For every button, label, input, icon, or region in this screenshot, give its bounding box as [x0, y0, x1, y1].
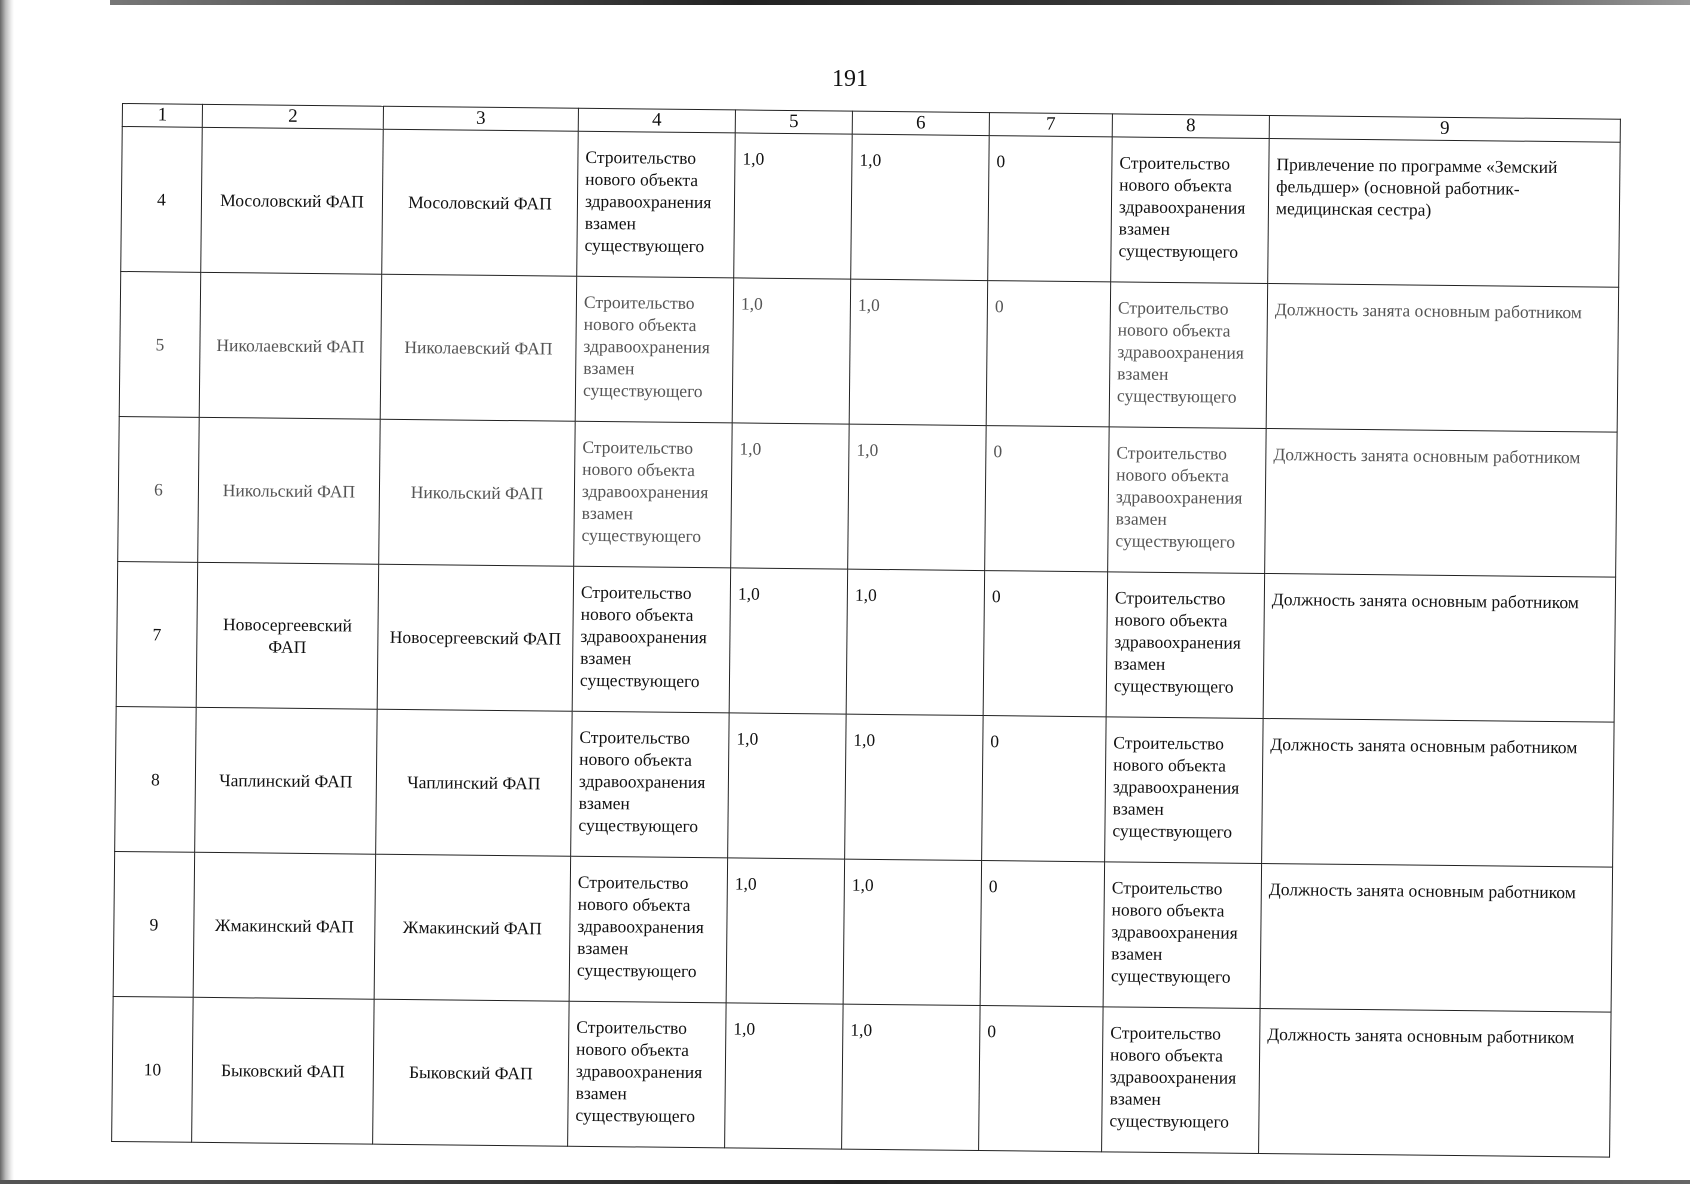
planned-action: Строительство нового объекта здравоохранения взамен существующего — [572, 566, 731, 713]
facility-building: Новосергеевский ФАП — [377, 564, 574, 711]
staffing-note: Привлечение по программе «Земский фельдшер» (основной работник- медицинская сестра) — [1268, 139, 1620, 288]
column-header: 6 — [852, 111, 989, 135]
row-number: 4 — [121, 127, 203, 273]
facility-name: Мосоловский ФАП — [201, 127, 384, 274]
row-number: 5 — [119, 271, 201, 417]
row-number: 6 — [118, 416, 200, 562]
facility-name: Николаевский ФАП — [199, 272, 382, 419]
value-col5: 1,0 — [731, 423, 850, 569]
table-row — [115, 706, 1614, 867]
planned-action-2: Строительство нового объекта здравоохранения взамен существующего — [1106, 572, 1265, 719]
facility-name: Никольский ФАП — [198, 417, 381, 564]
table-row — [121, 127, 1620, 288]
value-col5: 1,0 — [729, 568, 848, 714]
facility-name: Быковский ФАП — [192, 997, 375, 1144]
facility-name: Чаплинский ФАП — [195, 707, 378, 854]
planned-action-2: Строительство нового объекта здравоохранения взамен существующего — [1105, 717, 1264, 864]
staffing-note: Должность занята основным работником — [1260, 863, 1612, 1012]
column-header: 5 — [735, 110, 852, 134]
page-number: 191 — [832, 66, 868, 92]
staffing-note: Должность занята основным работником — [1263, 573, 1615, 722]
value-col7: 0 — [982, 716, 1107, 862]
planned-action: Строительство нового объекта здравоохранения взамен существующего — [569, 856, 728, 1003]
staffing-note: Должность занята основным работником — [1262, 718, 1614, 867]
value-col6: 1,0 — [848, 424, 987, 570]
value-col6: 1,0 — [843, 859, 982, 1005]
facility-building: Никольский ФАП — [379, 419, 576, 566]
column-header: 4 — [578, 108, 735, 133]
planned-action: Строительство нового объекта здравоохранения взамен существующего — [574, 421, 733, 568]
planned-action-2: Строительство нового объекта здравоохранения взамен существующего — [1102, 1007, 1261, 1154]
table-row — [119, 271, 1618, 432]
value-col7: 0 — [980, 861, 1105, 1007]
facility-building: Мосоловский ФАП — [382, 129, 579, 276]
planned-action: Строительство нового объекта здравоохранения взамен существующего — [571, 711, 730, 858]
facility-name: Новосергеевский ФАП — [196, 562, 379, 709]
column-header: 9 — [1269, 116, 1620, 143]
value-col7: 0 — [979, 1006, 1104, 1152]
table-container — [111, 103, 1620, 1158]
table-row — [113, 851, 1612, 1012]
value-col5: 1,0 — [726, 858, 845, 1004]
planned-action-2: Строительство нового объекта здравоохранения взамен существующего — [1103, 862, 1262, 1009]
planned-action: Строительство нового объекта здравоохранения взамен существующего — [568, 1001, 727, 1148]
row-number: 10 — [112, 996, 194, 1142]
value-col7: 0 — [985, 426, 1110, 572]
planned-action-2: Строительство нового объекта здравоохранения взамен существующего — [1109, 282, 1268, 429]
table-row — [118, 416, 1617, 577]
facility-building: Жмакинский ФАП — [374, 854, 571, 1001]
staffing-note: Должность занята основным работником — [1259, 1008, 1611, 1157]
value-col7: 0 — [986, 281, 1111, 427]
table-row — [116, 561, 1615, 722]
value-col7: 0 — [988, 136, 1113, 282]
value-col6: 1,0 — [849, 279, 988, 425]
value-col6: 1,0 — [846, 569, 985, 715]
scan-edge-top — [110, 0, 1690, 5]
value-col6: 1,0 — [845, 714, 984, 860]
value-col5: 1,0 — [725, 1003, 844, 1149]
value-col6: 1,0 — [851, 134, 990, 280]
facilities-table — [111, 103, 1621, 1158]
facility-building: Николаевский ФАП — [380, 274, 577, 421]
value-col5: 1,0 — [728, 713, 847, 859]
table-row — [112, 996, 1611, 1157]
value-col5: 1,0 — [732, 278, 851, 424]
column-header: 2 — [202, 104, 383, 129]
value-col6: 1,0 — [842, 1004, 981, 1150]
planned-action-2: Строительство нового объекта здравоохранения взамен существующего — [1108, 427, 1267, 574]
planned-action: Строительство нового объекта здравоохранения взамен существующего — [577, 131, 736, 278]
value-col7: 0 — [983, 571, 1108, 717]
column-header: 3 — [383, 106, 578, 131]
scan-edge-left — [0, 0, 14, 1180]
row-number: 9 — [113, 851, 195, 997]
staffing-note: Должность занята основным работником — [1265, 428, 1617, 577]
planned-action-2: Строительство нового объекта здравоохранения взамен существующего — [1111, 137, 1270, 284]
value-col5: 1,0 — [734, 133, 853, 279]
staffing-note: Должность занята основным работником — [1266, 284, 1618, 433]
scan-edge-bottom — [0, 1180, 1690, 1184]
facility-name: Жмакинский ФАП — [193, 852, 376, 999]
column-header: 8 — [1112, 114, 1269, 139]
column-header: 7 — [989, 113, 1112, 137]
planned-action: Строительство нового объекта здравоохранения взамен существующего — [575, 276, 734, 423]
row-number: 8 — [115, 706, 197, 852]
column-header: 1 — [122, 104, 202, 128]
facility-building: Чаплинский ФАП — [376, 709, 573, 856]
row-number: 7 — [116, 561, 198, 707]
facility-building: Быковский ФАП — [373, 999, 570, 1146]
